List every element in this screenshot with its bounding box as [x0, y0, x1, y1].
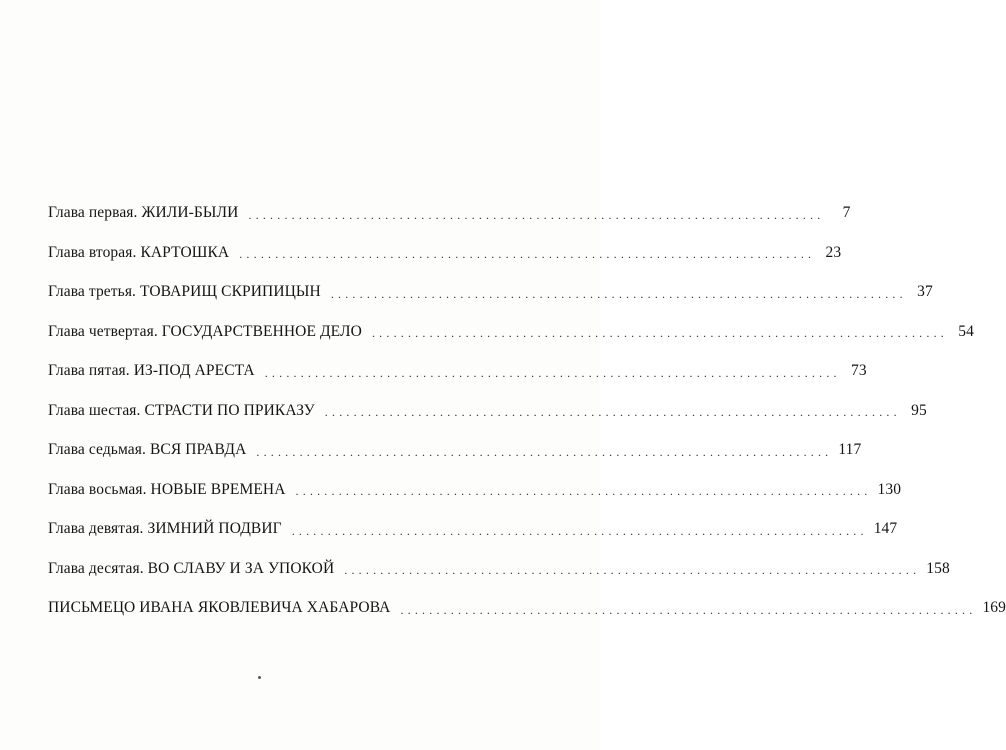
dot-leader: ................................................................................ [264, 365, 841, 380]
print-speck [258, 676, 261, 679]
toc-entry-title: Глава седьмая. ВСЯ ПРАВДА [48, 441, 247, 458]
toc-entry-page-number: 95 [911, 401, 927, 419]
toc-entry-title: Глава третья. ТОВАРИЩ СКРИПИЦЫН [48, 283, 321, 300]
toc-entry [48, 193, 851, 233]
toc-entry [48, 312, 974, 352]
dot-leader: ................................................................................ [295, 484, 872, 499]
toc-entry-page-number: 23 [825, 243, 842, 261]
toc-entry [48, 351, 867, 391]
toc-entry-title: Глава восьмая. НОВЫЕ ВРЕМЕНА [48, 480, 286, 498]
toc-entry-title: ПИСЬМЕЦО ИВАНА ЯКОВЛЕВИЧА ХАБАРОВА [48, 599, 391, 616]
dot-leader: ................................................................................ [248, 207, 825, 222]
dot-leader: ................................................................................ [324, 405, 901, 420]
toc-entry-page-number: 169 [982, 599, 1006, 616]
dot-leader: ................................................................................ [291, 523, 868, 538]
toc-entry-title: Глава десятая. ВО СЛАВУ И ЗА УПОКОЙ [48, 559, 335, 577]
toc-entry-page-number: 37 [917, 283, 933, 300]
toc-entry [48, 549, 950, 589]
toc-entry [48, 430, 862, 470]
toc-entry-page-number: 117 [838, 441, 862, 458]
toc-entry-page-number: 7 [842, 204, 851, 221]
toc-entry-title: Глава четвертая. ГОСУДАРСТВЕННОЕ ДЕЛО [48, 322, 362, 340]
toc-entry-page-number: 158 [926, 559, 950, 577]
toc-entry [48, 391, 927, 431]
toc-entry-title: Глава первая. ЖИЛИ-БЫЛИ [48, 204, 239, 221]
dot-leader: ................................................................................ [330, 286, 907, 301]
dot-leader: ................................................................................ [344, 563, 921, 578]
toc-entry-title: Глава пятая. ИЗ-ПОД АРЕСТА [48, 362, 255, 379]
toc-entry-page-number: 73 [851, 362, 867, 379]
dot-leader: ................................................................................ [256, 444, 833, 459]
toc-entry-title: Глава вторая. КАРТОШКА [48, 243, 230, 261]
toc-entry [48, 233, 842, 273]
toc-entry-title: Глава шестая. СТРАСТИ ПО ПРИКАЗУ [48, 401, 315, 419]
table-of-contents [48, 193, 1006, 628]
toc-entry-page-number: 54 [958, 322, 974, 340]
dot-leader: ................................................................................ [400, 602, 977, 617]
dot-leader: ................................................................................ [371, 326, 948, 341]
toc-entry-page-number: 130 [877, 480, 902, 498]
toc-entry-page-number: 147 [873, 520, 898, 537]
toc-entry [48, 509, 898, 549]
toc-entry [48, 470, 902, 510]
toc-entry-title: Глава девятая. ЗИМНИЙ ПОДВИГ [48, 520, 282, 537]
toc-entry [48, 272, 933, 312]
toc-entry [48, 588, 1006, 628]
dot-leader: ................................................................................ [239, 247, 816, 262]
